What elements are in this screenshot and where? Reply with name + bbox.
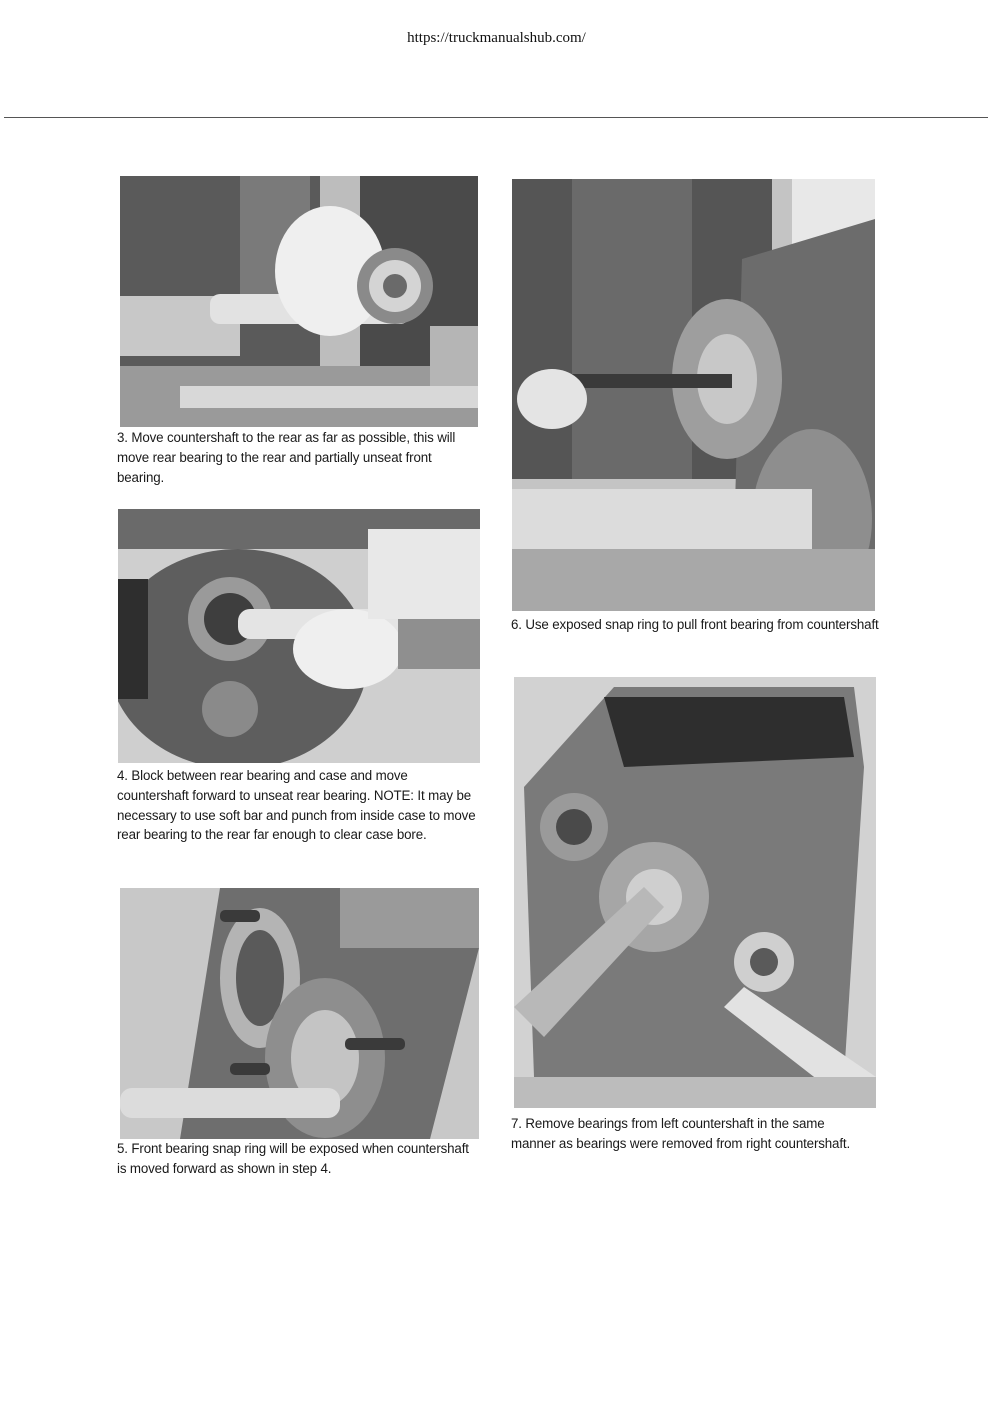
header-divider (4, 117, 988, 118)
step7-caption: 7. Remove bearings from left countershaft in the same manner as bearings were removed from right countershaft. (511, 1116, 851, 1152)
step5-photo (120, 888, 479, 1139)
step6-photo (512, 179, 875, 611)
step3-photo (120, 176, 478, 427)
step5-caption: 5. Front bearing snap ring will be exposed when countershaft is moved forward as shown in step 4. (117, 1141, 469, 1177)
step3-caption: 3. Move countershaft to the rear as far as possible, this will move rear bearing to the rear and partially unseat front bearing. (117, 430, 456, 486)
header-url: https://truckmanualshub.com/ (407, 30, 586, 46)
step4-photo (118, 509, 480, 763)
step6-caption: 6. Use exposed snap ring to pull front bearing from countershaft (511, 617, 879, 633)
step4-caption: 4. Block between rear bearing and case and move countershaft forward to unseat rear bearing. NOTE: It may be necessary to use soft bar and punch from inside case to move rear bearing to the rear far enough to clear case bore. (117, 768, 476, 844)
step7-photo (514, 677, 876, 1108)
